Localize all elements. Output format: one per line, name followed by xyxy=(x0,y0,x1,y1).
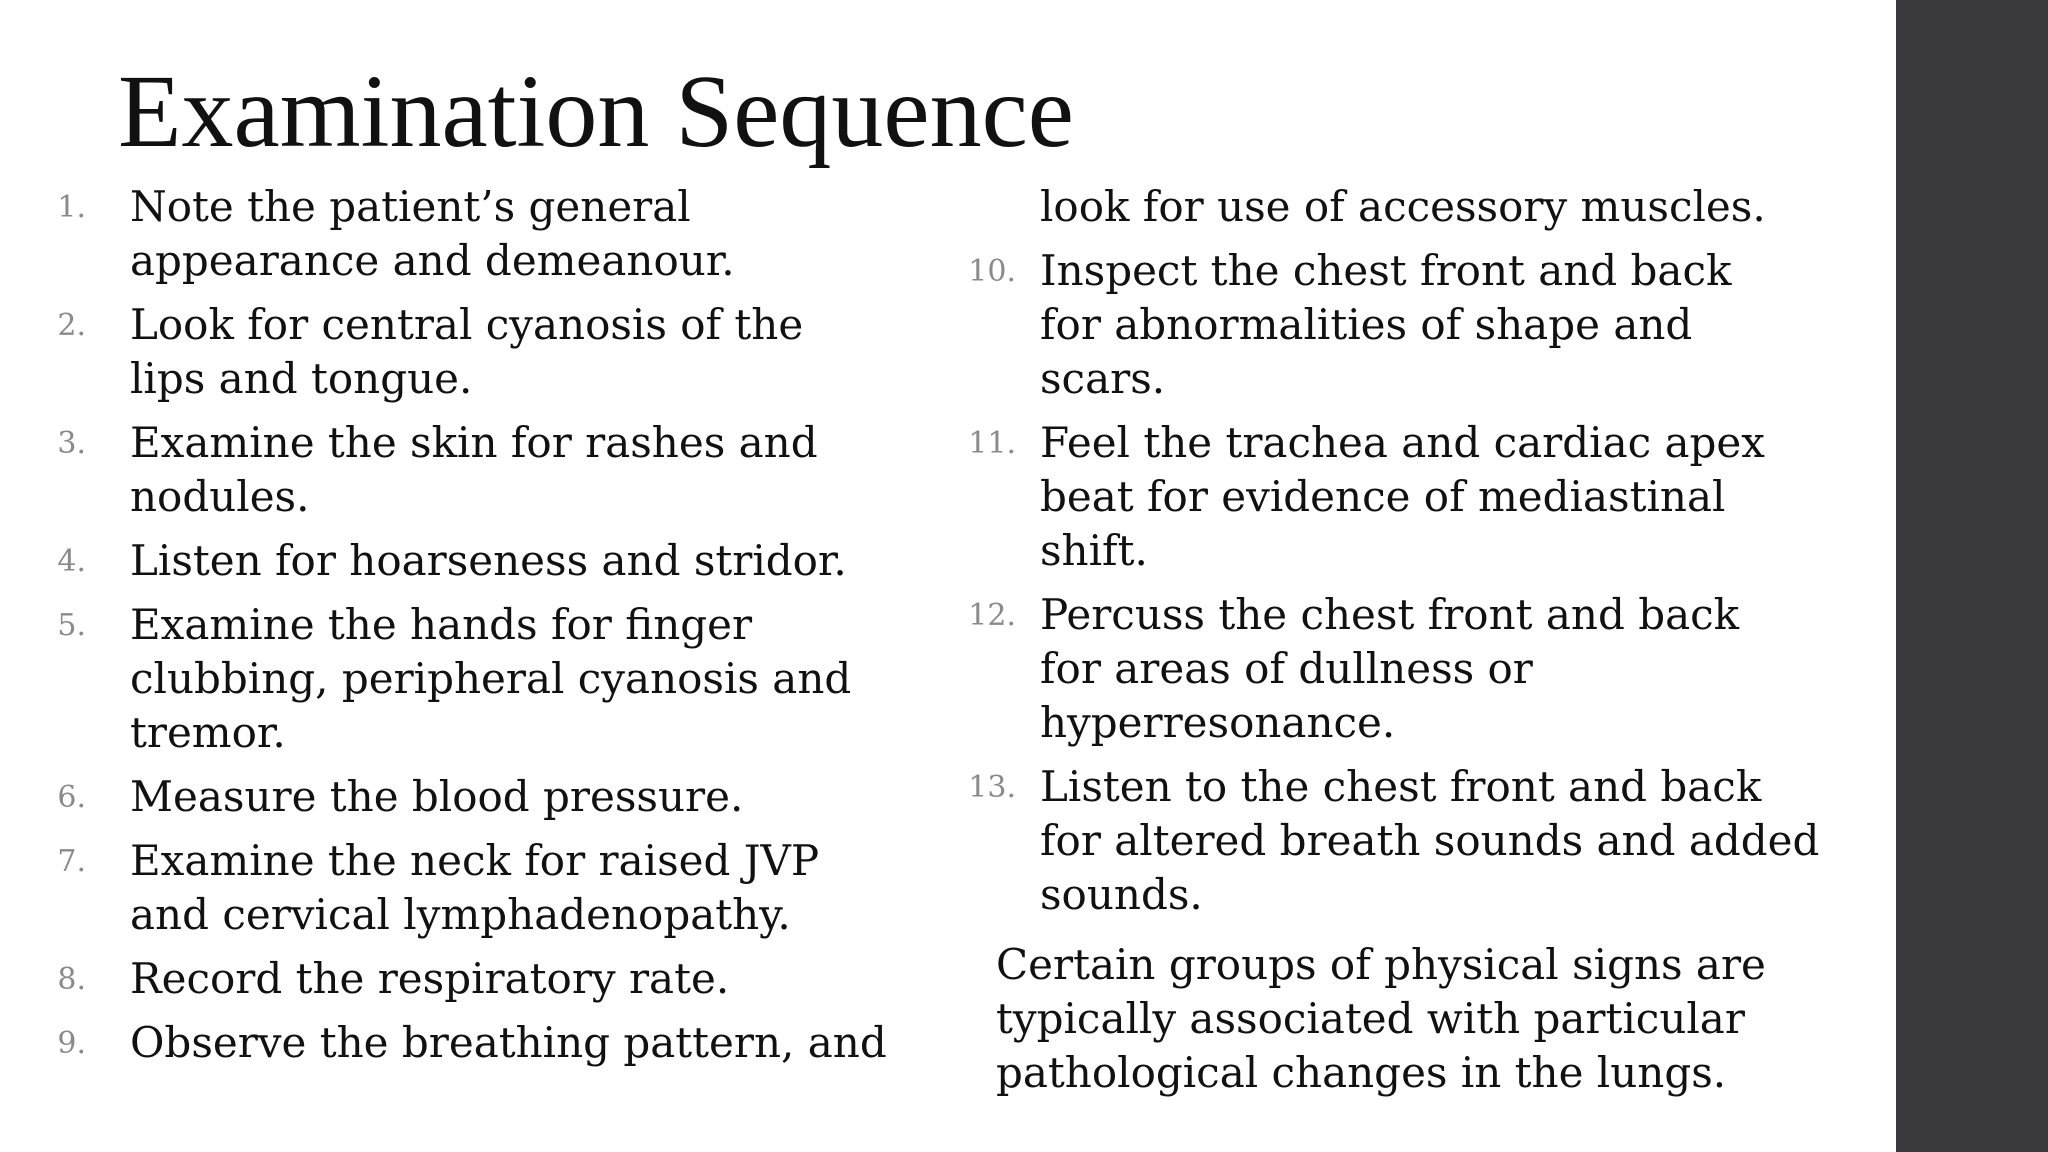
item-text: Inspect the chest front and back for abnormalities of shape and scars. xyxy=(1040,246,1732,403)
item-text: Feel the trachea and cardiac apex beat for evidence of mediastinal shift. xyxy=(1040,418,1765,575)
item-number: 10. xyxy=(968,254,1016,289)
item-text: Record the respiratory rate. xyxy=(130,954,730,1003)
item-number: 9. xyxy=(57,1026,86,1061)
item-text: Percuss the chest front and back for areas of dullness or hyperresonance. xyxy=(1040,590,1740,747)
item-text: Examine the neck for raised JVP and cervical lymphadenopathy. xyxy=(130,836,820,939)
item-number: 7. xyxy=(57,844,86,879)
item-text: Listen to the chest front and back for altered breath sounds and added sounds. xyxy=(1040,762,1820,919)
item-text: Look for central cyanosis of the lips and tongue. xyxy=(130,300,804,403)
item-text: Examine the skin for rashes and nodules. xyxy=(130,418,818,521)
list-item xyxy=(0,770,940,824)
item-number: 13. xyxy=(968,770,1016,805)
list-item xyxy=(910,416,1870,578)
list-item xyxy=(0,1016,940,1070)
list-item xyxy=(0,298,940,406)
side-accent-bar xyxy=(1896,0,2048,1152)
item-number: 5. xyxy=(57,608,86,643)
item-number: 12. xyxy=(968,598,1016,633)
list-item xyxy=(0,834,940,942)
item-text: Examine the hands for finger clubbing, peripheral cyanosis and tremor. xyxy=(130,600,852,757)
summary-note: Certain groups of physical signs are typically associated with particular pathological changes in the lungs. xyxy=(996,940,1766,1097)
list-item xyxy=(0,598,940,760)
item-number: 2. xyxy=(57,308,86,343)
list-item xyxy=(0,534,940,588)
list-item xyxy=(910,244,1870,406)
list-item xyxy=(0,952,940,1006)
item-number: 6. xyxy=(57,780,86,815)
list-item xyxy=(0,180,940,288)
item-number: 4. xyxy=(57,544,86,579)
item-text: Measure the blood pressure. xyxy=(130,772,744,821)
item-number: 8. xyxy=(57,962,86,997)
list-item xyxy=(910,588,1870,750)
item-text: Note the patient’s general appearance and demeanour. xyxy=(130,182,735,285)
slide-title: Examination Sequence xyxy=(118,54,1074,169)
list-item xyxy=(0,416,940,524)
item-number: 11. xyxy=(968,426,1016,461)
item-text: look for use of accessory muscles. xyxy=(1040,182,1766,231)
item-number: 1. xyxy=(57,190,86,225)
item-text: Listen for hoarseness and stridor. xyxy=(130,536,847,585)
list-item-continuation xyxy=(910,180,1870,234)
item-number: 3. xyxy=(57,426,86,461)
left-column xyxy=(0,180,940,1080)
right-column xyxy=(910,180,1870,932)
list-item xyxy=(910,760,1870,922)
item-text: Observe the breathing pattern, and xyxy=(130,1018,887,1067)
